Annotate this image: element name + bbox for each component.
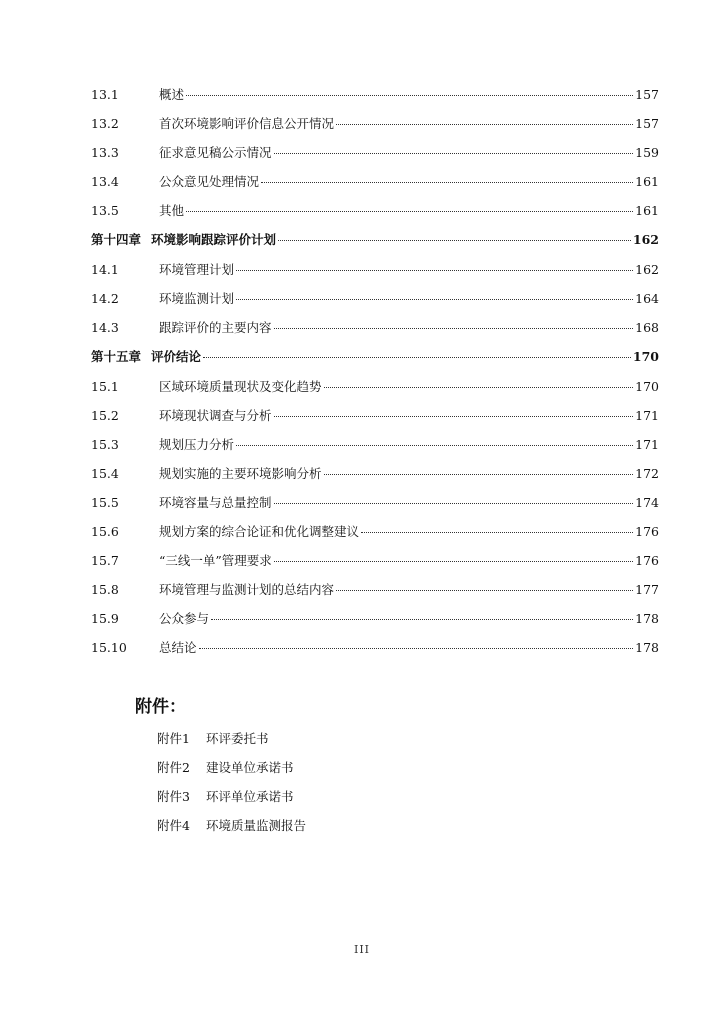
toc-number: 15.8 <box>91 582 119 597</box>
attachment-title: 环评委托书 <box>206 731 269 746</box>
attachment-item[interactable] <box>157 782 306 811</box>
toc-title: 总结论 <box>159 640 197 655</box>
toc-section-row[interactable] <box>91 109 659 138</box>
page-number: III <box>353 943 371 956</box>
toc-page-number: 161 <box>635 203 659 218</box>
toc-page-number: 178 <box>635 611 659 626</box>
toc-number: 14.3 <box>91 320 119 335</box>
toc-page-number: 174 <box>635 495 659 510</box>
toc-title: 规划压力分析 <box>159 437 235 452</box>
toc-leader-dots <box>211 619 633 620</box>
toc-leader-dots <box>324 474 634 475</box>
toc-section-row[interactable] <box>91 459 659 488</box>
toc-page-number: 161 <box>635 174 659 189</box>
toc-section-row[interactable] <box>91 546 659 575</box>
toc-page-number: 170 <box>632 349 659 364</box>
toc-title: 环境影响跟踪评价计划 <box>151 232 277 247</box>
toc-number: 13.3 <box>91 145 119 160</box>
toc-section-row[interactable] <box>91 401 659 430</box>
toc-title: 规划方案的综合论证和优化调整建议 <box>159 524 360 539</box>
attachment-item[interactable] <box>157 724 306 753</box>
toc-title: 首次环境影响评价信息公开情况 <box>159 116 335 131</box>
toc-number: 第十五章 <box>91 349 142 364</box>
toc-number: 13.5 <box>91 203 119 218</box>
toc-number: 15.2 <box>91 408 119 423</box>
toc-leader-dots <box>274 503 634 504</box>
toc-number: 15.6 <box>91 524 119 539</box>
attachment-number: 附件3 <box>157 789 190 804</box>
attachment-number: 附件1 <box>157 731 190 746</box>
toc-title: 环境管理与监测计划的总结内容 <box>159 582 335 597</box>
toc-leader-dots <box>336 124 633 125</box>
attachment-number: 附件4 <box>157 818 190 833</box>
toc-page-number: 168 <box>635 320 659 335</box>
toc-section-row[interactable] <box>91 167 659 196</box>
toc-title: 环境容量与总量控制 <box>159 495 272 510</box>
toc-number: 13.2 <box>91 116 119 131</box>
toc-number: 第十四章 <box>91 232 142 247</box>
toc-section-row[interactable] <box>91 488 659 517</box>
toc-number: 15.7 <box>91 553 119 568</box>
toc-number: 15.9 <box>91 611 119 626</box>
attachments-heading: 附件： <box>135 697 186 717</box>
toc-section-row[interactable] <box>91 196 659 225</box>
toc-number: 15.5 <box>91 495 119 510</box>
toc-title: 规划实施的主要环境影响分析 <box>159 466 322 481</box>
toc-number: 13.4 <box>91 174 119 189</box>
toc-leader-dots <box>261 182 633 183</box>
toc-section-row[interactable] <box>91 284 659 313</box>
toc-page-number: 159 <box>635 145 659 160</box>
toc-title: 环境管理计划 <box>159 262 235 277</box>
toc-title: 公众参与 <box>159 611 210 626</box>
toc-page-number: 172 <box>635 466 659 481</box>
attachment-item[interactable] <box>157 753 306 782</box>
toc-section-row[interactable] <box>91 604 659 633</box>
toc-title: 区域环境质量现状及变化趋势 <box>159 379 322 394</box>
toc-number: 14.2 <box>91 291 119 306</box>
toc-page-number: 162 <box>632 232 659 247</box>
toc-number: 14.1 <box>91 262 119 277</box>
toc-number: 15.3 <box>91 437 119 452</box>
toc-page-number: 177 <box>635 582 659 597</box>
toc-leader-dots <box>274 328 634 329</box>
toc-leader-dots <box>278 240 631 241</box>
toc-leader-dots <box>274 561 633 562</box>
toc-chapter-row[interactable] <box>91 342 659 372</box>
toc-section-row[interactable] <box>91 430 659 459</box>
toc-title: 征求意见稿公示情况 <box>159 145 272 160</box>
toc-leader-dots <box>274 153 634 154</box>
toc-leader-dots <box>186 211 633 212</box>
toc-title: 跟踪评价的主要内容 <box>159 320 272 335</box>
toc-leader-dots <box>361 532 633 533</box>
attachment-number: 附件2 <box>157 760 190 775</box>
toc-leader-dots <box>274 416 634 417</box>
toc-page-number: 178 <box>635 640 659 655</box>
toc-title: 环境监测计划 <box>159 291 235 306</box>
attachment-title: 建设单位承诺书 <box>206 760 294 775</box>
attachment-title: 环评单位承诺书 <box>206 789 294 804</box>
toc-section-row[interactable] <box>91 138 659 167</box>
toc-leader-dots <box>324 387 634 388</box>
toc-leader-dots <box>236 270 633 271</box>
attachment-title: 环境质量监测报告 <box>206 818 307 833</box>
toc-leader-dots <box>186 95 633 96</box>
toc-page-number: 162 <box>635 262 659 277</box>
toc-number: 15.4 <box>91 466 119 481</box>
toc-title: 概述 <box>159 87 185 102</box>
toc-leader-dots <box>199 648 634 649</box>
attachment-item[interactable] <box>157 811 306 840</box>
toc-title: 其他 <box>159 203 185 218</box>
toc-section-row[interactable] <box>91 575 659 604</box>
toc-section-row[interactable] <box>91 633 659 662</box>
toc-section-row[interactable] <box>91 255 659 284</box>
toc-title: 公众意见处理情况 <box>159 174 260 189</box>
toc-page-number: 157 <box>635 116 659 131</box>
toc-chapter-row[interactable] <box>91 225 659 255</box>
toc-title: 评价结论 <box>151 349 202 364</box>
toc-section-row[interactable] <box>91 372 659 401</box>
toc-leader-dots <box>236 445 633 446</box>
toc-leader-dots <box>336 590 633 591</box>
toc-number: 15.10 <box>91 640 127 655</box>
toc-page-number: 176 <box>635 553 659 568</box>
toc-leader-dots <box>236 299 633 300</box>
toc-number: 13.1 <box>91 87 119 102</box>
toc-page-number: 171 <box>635 437 659 452</box>
toc-page-number: 170 <box>635 379 659 394</box>
toc-number: 15.1 <box>91 379 119 394</box>
toc-section-row[interactable] <box>91 80 659 109</box>
toc-title: “三线一单”管理要求 <box>159 553 272 568</box>
toc-page-number: 171 <box>635 408 659 423</box>
toc-section-row[interactable] <box>91 517 659 546</box>
table-of-contents <box>91 80 659 662</box>
toc-page-number: 164 <box>635 291 659 306</box>
toc-section-row[interactable] <box>91 313 659 342</box>
toc-page-number: 157 <box>635 87 659 102</box>
toc-title: 环境现状调查与分析 <box>159 408 272 423</box>
toc-page-number: 176 <box>635 524 659 539</box>
toc-leader-dots <box>203 357 631 358</box>
attachments-list <box>157 724 306 840</box>
